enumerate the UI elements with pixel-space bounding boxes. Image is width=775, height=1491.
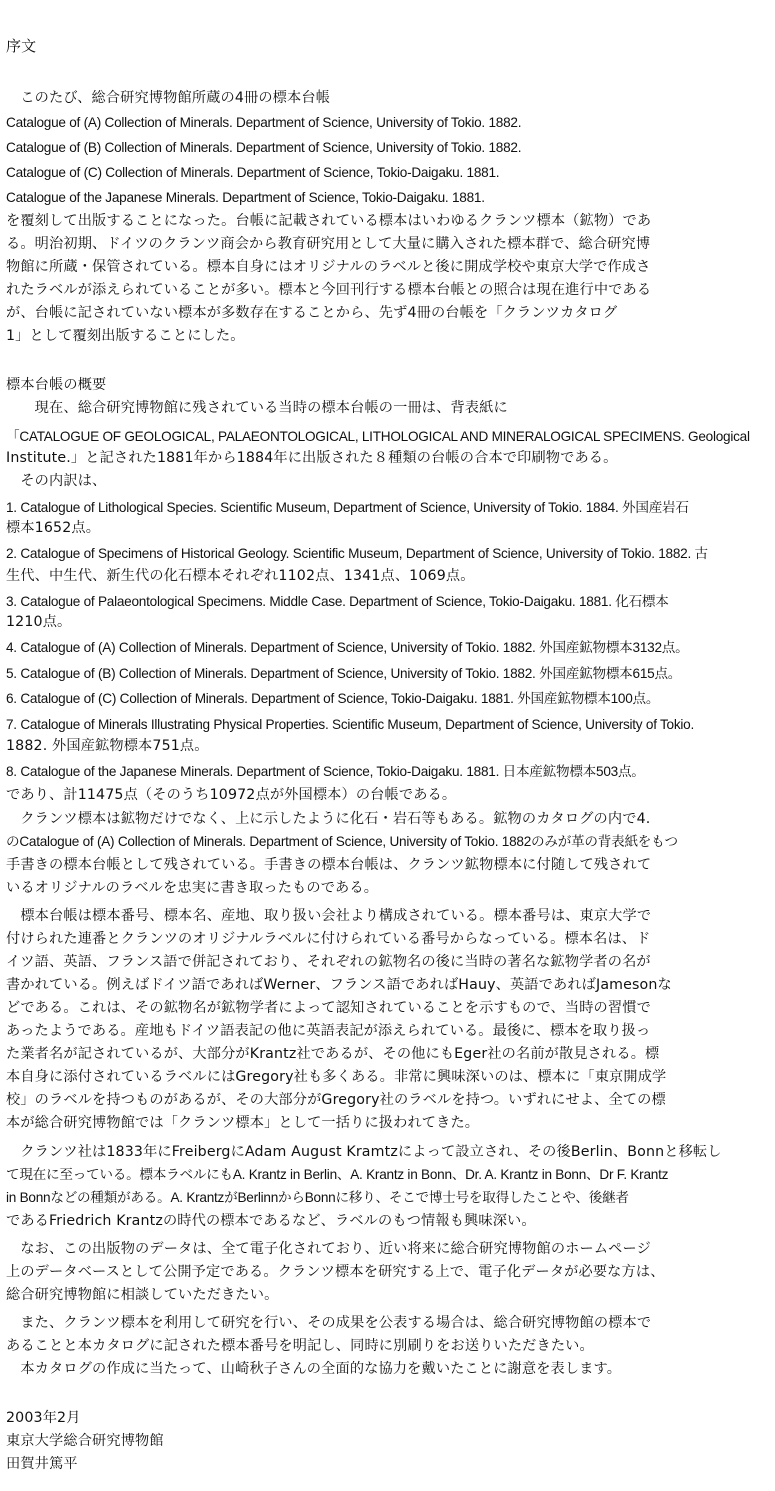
paragraph-line: を覆刻して出版することになった。台帳に記載されている標本はいわゆるクランツ標本（鉱物）であ xyxy=(6,213,652,229)
paragraph-line: る。明治初期、ドイツのクランツ商会から教育研究用として大量に購入された標本群で、総合研究博 xyxy=(6,236,651,252)
signature-date: 2003年2月 xyxy=(6,1410,81,1426)
list-item: 1210点。 xyxy=(6,614,72,630)
paragraph-line: 1」として覆刻出版することにした。 xyxy=(6,328,245,344)
paragraph-line: れたラベルが添えられていることが多い。標本と今回刊行する標本台帳との照合は現在進行中である xyxy=(6,282,652,298)
paragraph-line: 上のデータベースとして公開予定である。クランツ標本を研究する上で、電子化データが必要な方は、 xyxy=(6,1264,665,1280)
paragraph-line: なお、この出版物のデータは、全て電子化されており、近い将来に総合研究博物館のホームページ xyxy=(6,1241,651,1257)
paragraph-line: て現在に至っている。標本ラベルにもA. Krantz in Berlin、A. Krantz in Bonn、Dr. A. Krantz in Bonn、Dr F. Krantz xyxy=(6,1167,669,1182)
list-item: 4. Catalogue of (A) Collection of Minerals. Department of Science, University of Tokio. 1882. 外国産鉱物標本3132点。 xyxy=(6,640,689,655)
list-item: 6. Catalogue of (C) Collection of Minerals. Department of Science, Tokio-Daigaku. 1881. 外国産鉱物標本100点。 xyxy=(6,691,660,706)
list-item: 1. Catalogue of Lithological Species. Scientific Museum, Department of Science, University of Tokio. 1884. 外国産岩石 xyxy=(6,500,689,515)
paragraph-line: 付けられた連番とクランツのオリジナルラベルに付けられている番号からなっている。標本名は、ド xyxy=(6,931,651,947)
catalogue-title-line: Catalogue of (A) Collection of Minerals. Department of Science, University of Tokio. 1882. xyxy=(6,115,522,130)
list-item: 8. Catalogue of the Japanese Minerals. Department of Science, Tokio-Daigaku. 1881. 日本産鉱物標本503点。 xyxy=(6,764,645,779)
list-item: 3. Catalogue of Palaeontological Specimens. Middle Case. Department of Science, Tokio-Daigaku. 1881. 化石標本 xyxy=(6,594,669,609)
paragraph-line: 現在、総合研究博物館に残されている当時の標本台帳の一冊は、背表紙に xyxy=(6,400,508,416)
paragraph-line: どである。これは、その鉱物名が鉱物学者によって認知されていることを示すもので、当時の習慣で xyxy=(6,1000,651,1016)
paragraph-line: Institute.」と記された1881年から1884年に出版された８種類の台帳の合本で印刷物である。 xyxy=(6,450,618,466)
paragraph-line: 本カタログの作成に当たって、山崎秋子さんの全面的な協力を戴いたことに謝意を表します。 xyxy=(6,1361,622,1377)
paragraph-line: クランツ標本は鉱物だけでなく、上に示したように化石・岩石等もある。鉱物のカタログの内で4. xyxy=(6,811,651,827)
paragraph-line: 「CATALOGUE OF GEOLOGICAL, PALAEONTOLOGICAL, LITHOLOGICAL AND MINERALOGICAL SPECIMENS. Geological xyxy=(6,429,750,444)
paragraph-line: その内訳は、 xyxy=(6,473,107,489)
paragraph-line: 標本台帳は標本番号、標本名、産地、取り扱い会社より構成されている。標本番号は、東京大学で xyxy=(6,908,652,924)
paragraph-line: 本が総合研究博物館では「クランツ標本」として一括りに扱われてきた。 xyxy=(6,1115,480,1131)
list-item: 標本1652点。 xyxy=(6,520,101,536)
paragraph-line: いるオリジナルのラベルを忠実に書き取ったものである。 xyxy=(6,880,379,896)
list-item: 1882. 外国産鉱物標本751点。 xyxy=(6,738,209,754)
list-item: 7. Catalogue of Minerals Illustrating Physical Properties. Scientific Museum, Department of Science, University of Tokio. xyxy=(6,717,695,732)
catalogue-title-line: Catalogue of (C) Collection of Minerals. Department of Science, Tokio-Daigaku. 1881. xyxy=(6,165,500,180)
paragraph-line: 総合研究博物館に相談していただきたい。 xyxy=(6,1287,279,1303)
paragraph-line: のCatalogue of (A) Collection of Minerals. Department of Science, University of Tokio. 1882のみが革の背表紙をもつ xyxy=(6,834,678,849)
list-item: 生代、中生代、新生代の化石標本それぞれ1102点、1341点、1069点。 xyxy=(6,568,475,584)
paragraph-line: が、台帳に記されていない標本が多数存在することから、先ず4冊の台帳を「クランツカタログ xyxy=(6,305,618,321)
paragraph-line: 手書きの標本台帳として残されている。手書きの標本台帳は、クランツ鉱物標本に付随して残されて xyxy=(6,857,652,873)
paragraph-line: あることと本カタログに記された標本番号を明記し、同時に別刷りをお送りいただきたい。 xyxy=(6,1338,594,1354)
paragraph-line: 書かれている。例えばドイツ語であればWerner、フランス語であればHauy、英語であればJamesonな xyxy=(6,977,672,993)
page-title: 序文 xyxy=(6,37,37,55)
list-item: 5. Catalogue of (B) Collection of Minerals. Department of Science, University of Tokio. 1882. 外国産鉱物標本615点。 xyxy=(6,666,682,681)
paragraph-line: イツ語、英語、フランス語で併記されており、それぞれの鉱物名の後に当時の著名な鉱物学者の名が xyxy=(6,954,651,970)
paragraph-line: クランツ社は1833年にFreibergにAdam August Kramtzによって設立され、その後Berlin、Bonnと移転し xyxy=(6,1144,722,1160)
paragraph-line: 本自身に添付されているラベルにはGregory社も多くある。非常に興味深いのは、標本に「東京開成学 xyxy=(6,1069,667,1085)
signature-institution: 東京大学総合研究博物館 xyxy=(6,1433,164,1449)
section-heading: 標本台帳の概要 xyxy=(6,377,107,393)
catalogue-title-line: Catalogue of the Japanese Minerals. Department of Science, Tokio-Daigaku. 1881. xyxy=(6,190,485,205)
paragraph-line: in Bonnなどの種類がある。A. KrantzがBerlinnからBonnに移り、そこで博士号を取得したことや、後継者 xyxy=(6,1190,629,1205)
paragraph-line: 校」のラベルを持つものがあるが、その大部分がGregory社のラベルを持つ。いずれにせよ、全ての標 xyxy=(6,1092,666,1108)
paragraph-line: であり、計11475点（そのうち10972点が外国標本）の台帳である。 xyxy=(6,787,457,803)
paragraph-line: また、クランツ標本を利用して研究を行い、その成果を公表する場合は、総合研究博物館の標本で xyxy=(6,1315,652,1331)
paragraph-line: た業者名が記されているが、大部分がKrantz社であるが、その他にもEger社の名前が散見される。標 xyxy=(6,1046,660,1062)
paragraph-line: 物館に所蔵・保管されている。標本自身にはオリジナルのラベルと後に開成学校や東京大学で作成さ xyxy=(6,259,651,275)
paragraph-line: であるFriedrich Krantzの時代の標本であるなど、ラベルのもつ情報も興味深い。 xyxy=(6,1213,536,1229)
catalogue-title-line: Catalogue of (B) Collection of Minerals. Department of Science, University of Tokio. 1882. xyxy=(6,140,522,155)
signature-author: 田賀井篤平 xyxy=(6,1456,78,1472)
list-item: 2. Catalogue of Specimens of Historical Geology. Scientific Museum, Department of Science, University of Tokio. 1882. 古 xyxy=(6,546,708,561)
paragraph-line: このたび、総合研究博物館所蔵の4冊の標本台帳 xyxy=(6,90,331,106)
paragraph-line: あったようである。産地もドイツ語表記の他に英語表記が添えられている。最後に、標本を取り扱っ xyxy=(6,1023,651,1039)
